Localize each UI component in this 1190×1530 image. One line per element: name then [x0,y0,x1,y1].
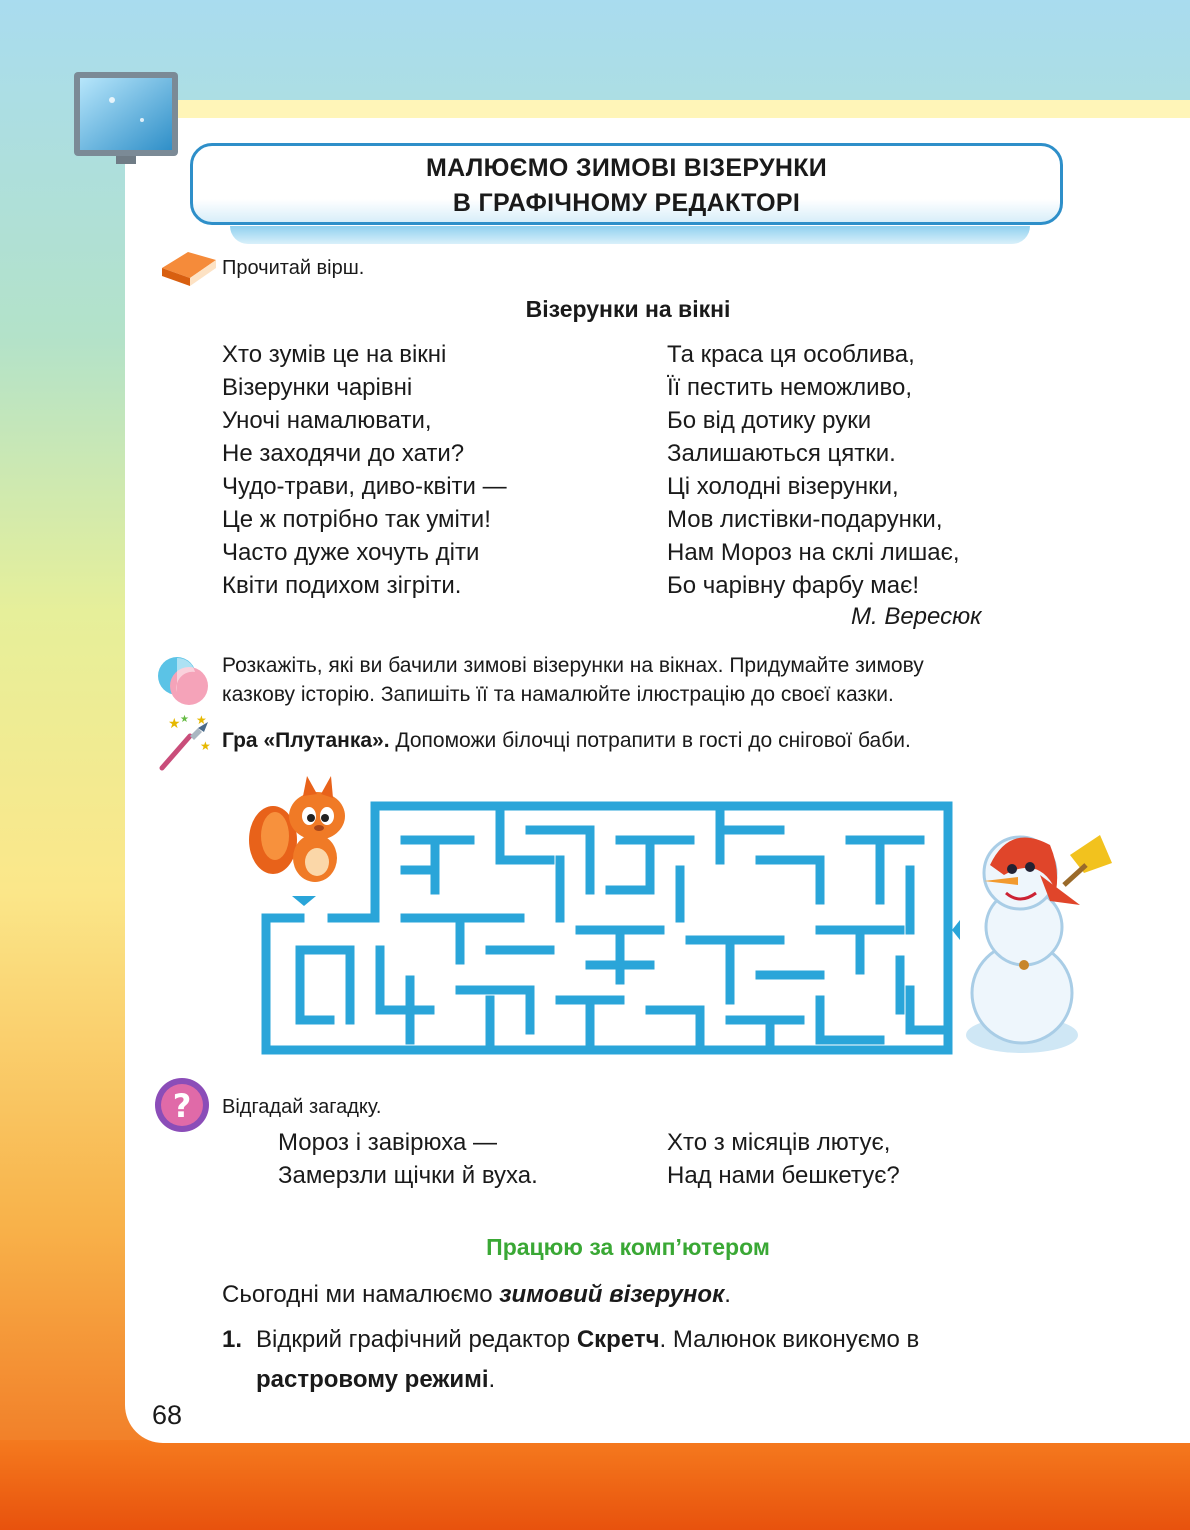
paintbrush-stars-icon [156,712,216,772]
computer-section-heading: Працюю за комп’ютером [486,1234,770,1260]
poem-line: Часто дуже хочуть діти [222,539,480,566]
riddle-right-column [667,1126,900,1192]
poem-line: Та краса ця особлива, [667,341,915,368]
game-task [222,726,911,755]
poem-line: Це ж потрібно так уміти! [222,506,491,533]
discussion-line1: Розкажіть, які ви бачили зимові візерунки на вікнах. Придумайте зимову [222,654,924,677]
riddle-line: Над нами бешкетує? [667,1162,900,1189]
question-icon [154,1077,210,1133]
poem-author: М. Вересюк [851,603,982,630]
riddle-left-column [278,1126,538,1192]
svg-text:?: ? [172,1087,192,1125]
step1-bold2: растровому режимі [256,1366,489,1393]
page-title [190,143,1063,225]
svg-text:★: ★ [200,739,211,753]
step1-bold1: Скретч [576,1326,660,1353]
snowman-illustration [960,815,1120,1060]
game-label: Гра «Плутанка». [222,729,390,752]
svg-text:★: ★ [196,713,207,727]
read-instruction: Прочитай вірш. [222,257,365,279]
page-title-line2: В ГРАФІЧНОМУ РЕДАКТОРІ [452,189,801,217]
poem-line: Нам Мороз на склі лишає, [667,539,960,566]
step1-prefix: Відкрий графічний редактор [256,1326,577,1353]
poem-line: Мов листівки-подарунки, [667,506,943,533]
poem-line: Хто зумів це на вікні [222,341,447,368]
riddle-line: Мороз і завірюха — [278,1129,497,1156]
step-1 [222,1320,919,1400]
discussion-line2: казкову історію. Запишіть її та намалюйте ілюстрацію до своєї казки. [222,683,894,706]
maze [260,800,960,1060]
riddle-line: Замерзли щічки й вуха. [278,1162,538,1189]
poem-line: Квіти подихом зігріти. [222,572,462,599]
monitor-icon [72,70,180,158]
intro-suffix: . [724,1281,731,1308]
poem-left-column [222,338,507,602]
speech-bubbles-icon [155,652,211,708]
step1-middle: . Малюнок виконуємо в [659,1326,920,1353]
poem-line: Чудо-трави, диво-квіти — [222,473,507,500]
intro-prefix: Сьогодні ми намалюємо [222,1281,500,1308]
poem-line: Залишаються цятки. [667,440,896,467]
poem-right-column [667,338,960,602]
poem-title: Візерунки на вікні [525,296,731,322]
book-icon [158,248,218,288]
poem-line: Уночі намалювати, [222,407,432,434]
page-title-line1: МАЛЮЄМО ЗИМОВІ ВІЗЕРУНКИ [425,154,828,182]
poem-line: Бо чарівну фарбу має! [667,572,920,599]
poem-line: Бо від дотику руки [667,407,872,434]
poem-line: Її пестить неможливо, [667,374,913,401]
step1-number: 1. [222,1326,243,1353]
top-stripe [150,100,1190,118]
poem-line: Візерунки чарівні [222,374,413,401]
intro-emphasis: зимовий візерунок [499,1281,725,1308]
svg-text:★: ★ [168,716,181,732]
poem-line: Ці холодні візерунки, [667,473,899,500]
poem-line: Не заходячи до хати? [222,440,465,467]
svg-text:★: ★ [180,714,189,725]
discussion-task [222,651,924,709]
riddle-line: Хто з місяців лютує, [667,1129,891,1156]
title-shadow [230,226,1030,244]
page-number: 68 [152,1400,183,1430]
bottom-band [0,1440,1190,1530]
game-text: Допоможи білочці потрапити в гості до снігової баби. [389,729,911,752]
step1-suffix: . [488,1366,496,1393]
computer-intro [222,1275,731,1315]
squirrel-illustration [245,770,355,890]
riddle-instruction: Відгадай загадку. [222,1096,382,1118]
